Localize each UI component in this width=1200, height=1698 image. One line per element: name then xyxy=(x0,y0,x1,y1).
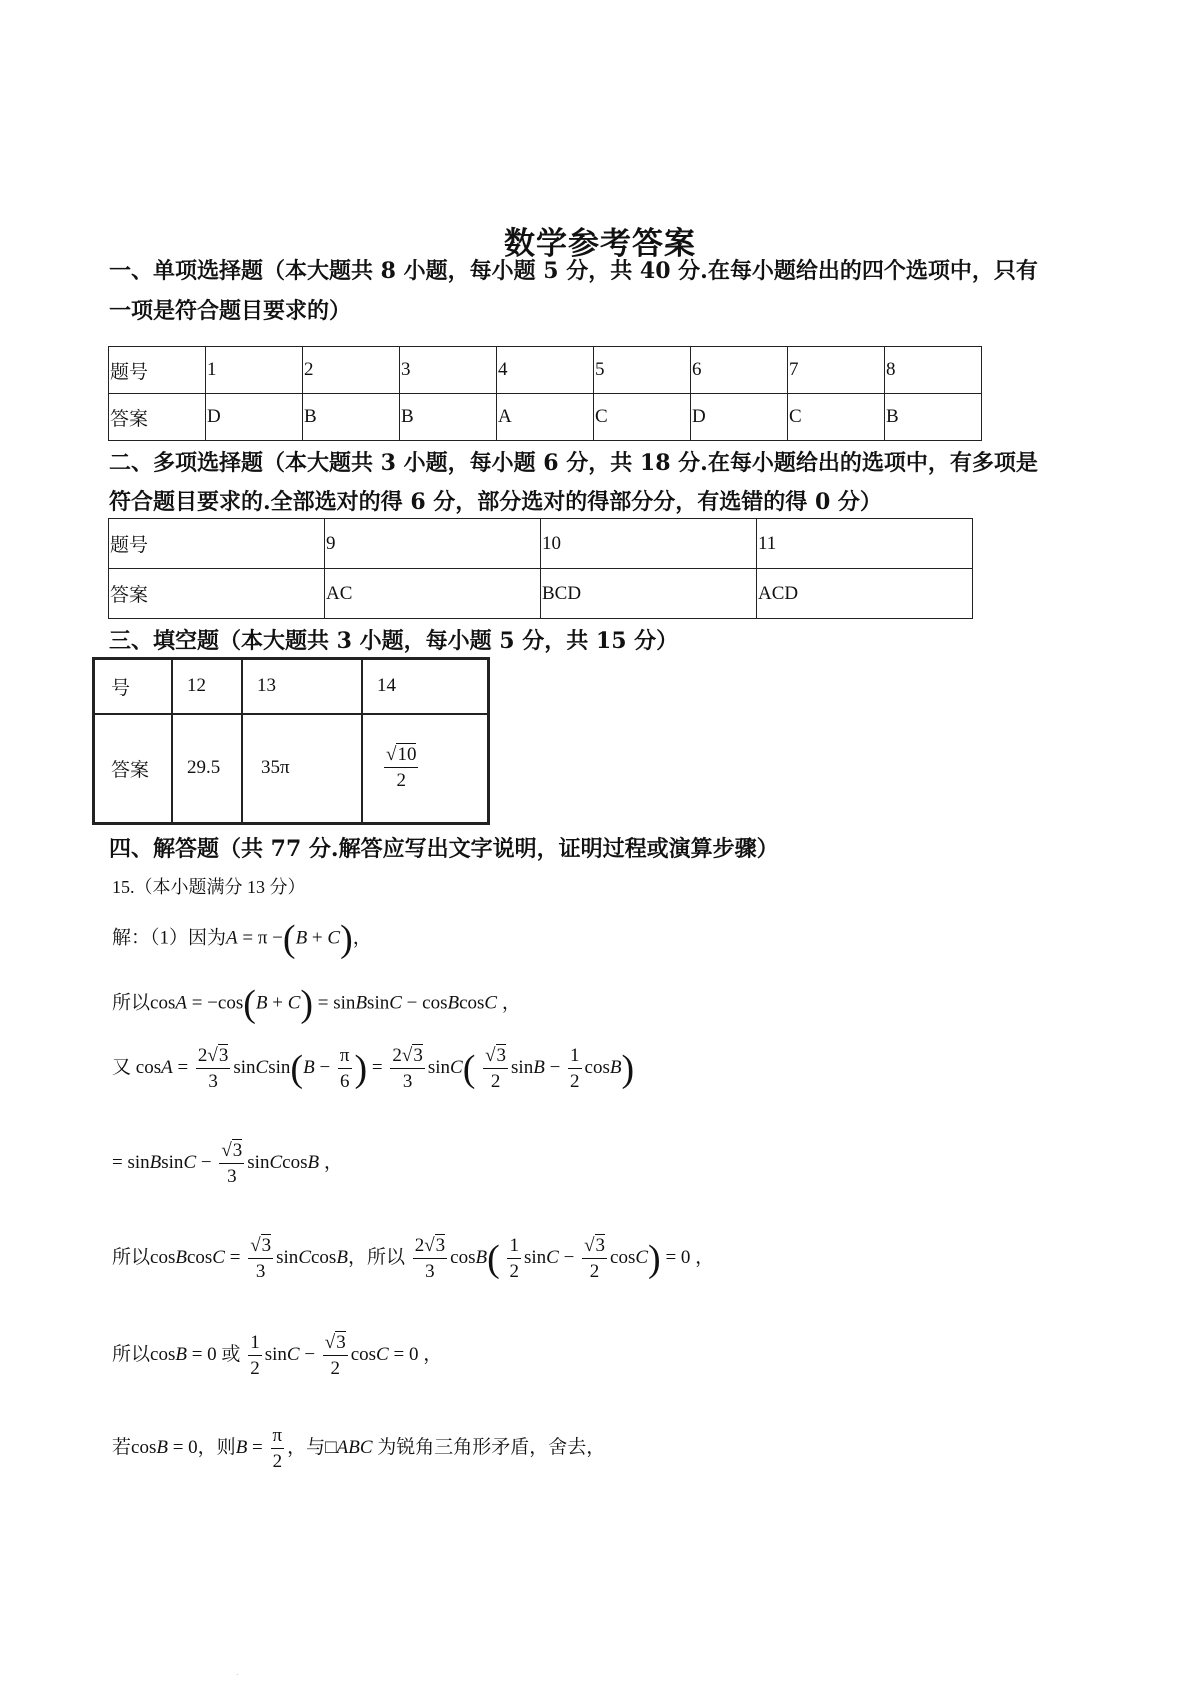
section3-heading: 三、填空题（本大题共 3 小题，每小题 5 分，共 15 分） xyxy=(109,628,679,654)
page-speck: . xyxy=(236,1668,239,1677)
table-cell: B xyxy=(303,394,400,441)
table-row xyxy=(94,659,489,714)
answer14-denominator: 2 xyxy=(396,770,406,792)
section2-heading-line1: 二、多项选择题（本大题共 3 小题，每小题 6 分，共 18 分.在每小题给出的选项中，有多项是 xyxy=(109,450,1038,476)
table-cell: D xyxy=(206,394,303,441)
table-cell: C xyxy=(594,394,691,441)
table-cell: 13 xyxy=(242,659,362,714)
table-cell: 7 xyxy=(788,347,885,394)
table-row xyxy=(109,394,982,441)
section4-heading: 四、解答题（共 77 分.解答应写出文字说明，证明过程或演算步骤） xyxy=(109,836,779,862)
solution-step-6: 所以cosB = 0 或 $\frac{1}{2}$ sinC − $\frac{√3}{2}$ cosC = 0 ， xyxy=(112,1332,443,1379)
solution-step-3: 又 cosA = $\frac{2√3}{3}$ sinCsin(B − $\frac{\pi}{6}$ ) = $\frac{2√3}{3}$ sinC( $\frac{√3}{2}$ sinB − $\frac{1}{2}$ cosB) xyxy=(112,1045,635,1092)
multi-choice-table xyxy=(108,518,973,619)
row-label-question: 题号 xyxy=(109,519,325,569)
table-cell: 6 xyxy=(691,347,788,394)
table-cell: BCD xyxy=(541,569,757,619)
table-cell: 11 xyxy=(757,519,973,569)
row-label-answer: 答案 xyxy=(109,569,325,619)
solution-step-2: 所以cosA = −cos(B + C) = sinBsinC − cosBcosC ， xyxy=(112,983,521,1025)
q15-header: 15.（本小题满分 13 分） xyxy=(112,877,306,897)
table-cell: ACD xyxy=(757,569,973,619)
solution-step-7: 若cosB = 0，则B = $\frac{\pi}{2}$ ，与□ABC 为锐角三角形矛盾，舍去， xyxy=(112,1425,606,1472)
table-cell: 10 xyxy=(541,519,757,569)
row-label-question: 号 xyxy=(94,659,173,714)
table-cell: 14 xyxy=(362,659,489,714)
section1-heading-line1: 一、单项选择题（本大题共 8 小题，每小题 5 分，共 40 分.在每小题给出的四个选项中，只有 xyxy=(109,258,1038,284)
table-cell: AC xyxy=(325,569,541,619)
table-cell: D xyxy=(691,394,788,441)
fill-blank-table xyxy=(92,657,490,825)
row-label-answer: 答案 xyxy=(94,714,173,824)
table-cell: C xyxy=(788,394,885,441)
table-cell: 3 xyxy=(400,347,497,394)
answer14-cell xyxy=(362,714,489,824)
table-cell: 4 xyxy=(497,347,594,394)
table-row xyxy=(109,347,982,394)
table-cell: 1 xyxy=(206,347,303,394)
table-cell: B xyxy=(885,394,982,441)
solution-step-4: = sinBsinC − $\frac{√3}{3}$ sinCcosB ， xyxy=(112,1140,343,1187)
table-cell: 2 xyxy=(303,347,400,394)
page-title: 数学参考答案 xyxy=(504,226,696,262)
single-choice-table xyxy=(108,346,982,441)
row-label-answer: 答案 xyxy=(109,394,206,441)
table-cell: 8 xyxy=(885,347,982,394)
table-cell: 35π xyxy=(242,714,362,824)
table-cell: 29.5 xyxy=(172,714,242,824)
table-cell: 9 xyxy=(325,519,541,569)
table-cell: 12 xyxy=(172,659,242,714)
table-row xyxy=(109,569,973,619)
row-label-question: 题号 xyxy=(109,347,206,394)
table-row xyxy=(109,519,973,569)
answer14-numerator: 10 xyxy=(397,744,417,766)
solution-step-5: 所以cosBcosC = $\frac{√3}{3}$ sinCcosB，所以 $\frac{2√3}{3}$ cosB( $\frac{1}{2}$ sinC − $\frac{√3}{2}$ cosC) = 0 ， xyxy=(112,1235,715,1282)
table-cell: B xyxy=(400,394,497,441)
table-cell: 5 xyxy=(594,347,691,394)
section2-heading-line2: 符合题目要求的.全部选对的得 6 分，部分选对的得部分分，有选错的得 0 分） xyxy=(109,489,882,515)
answer14-fraction: $\frac{√10}{2}$ xyxy=(386,744,417,792)
section1-heading-line2: 一项是符合题目要求的） xyxy=(109,298,352,324)
table-cell: A xyxy=(497,394,594,441)
solution-step-1: 解：（1）因为A = π −(B + C)， xyxy=(112,918,372,960)
table-row xyxy=(94,714,489,824)
